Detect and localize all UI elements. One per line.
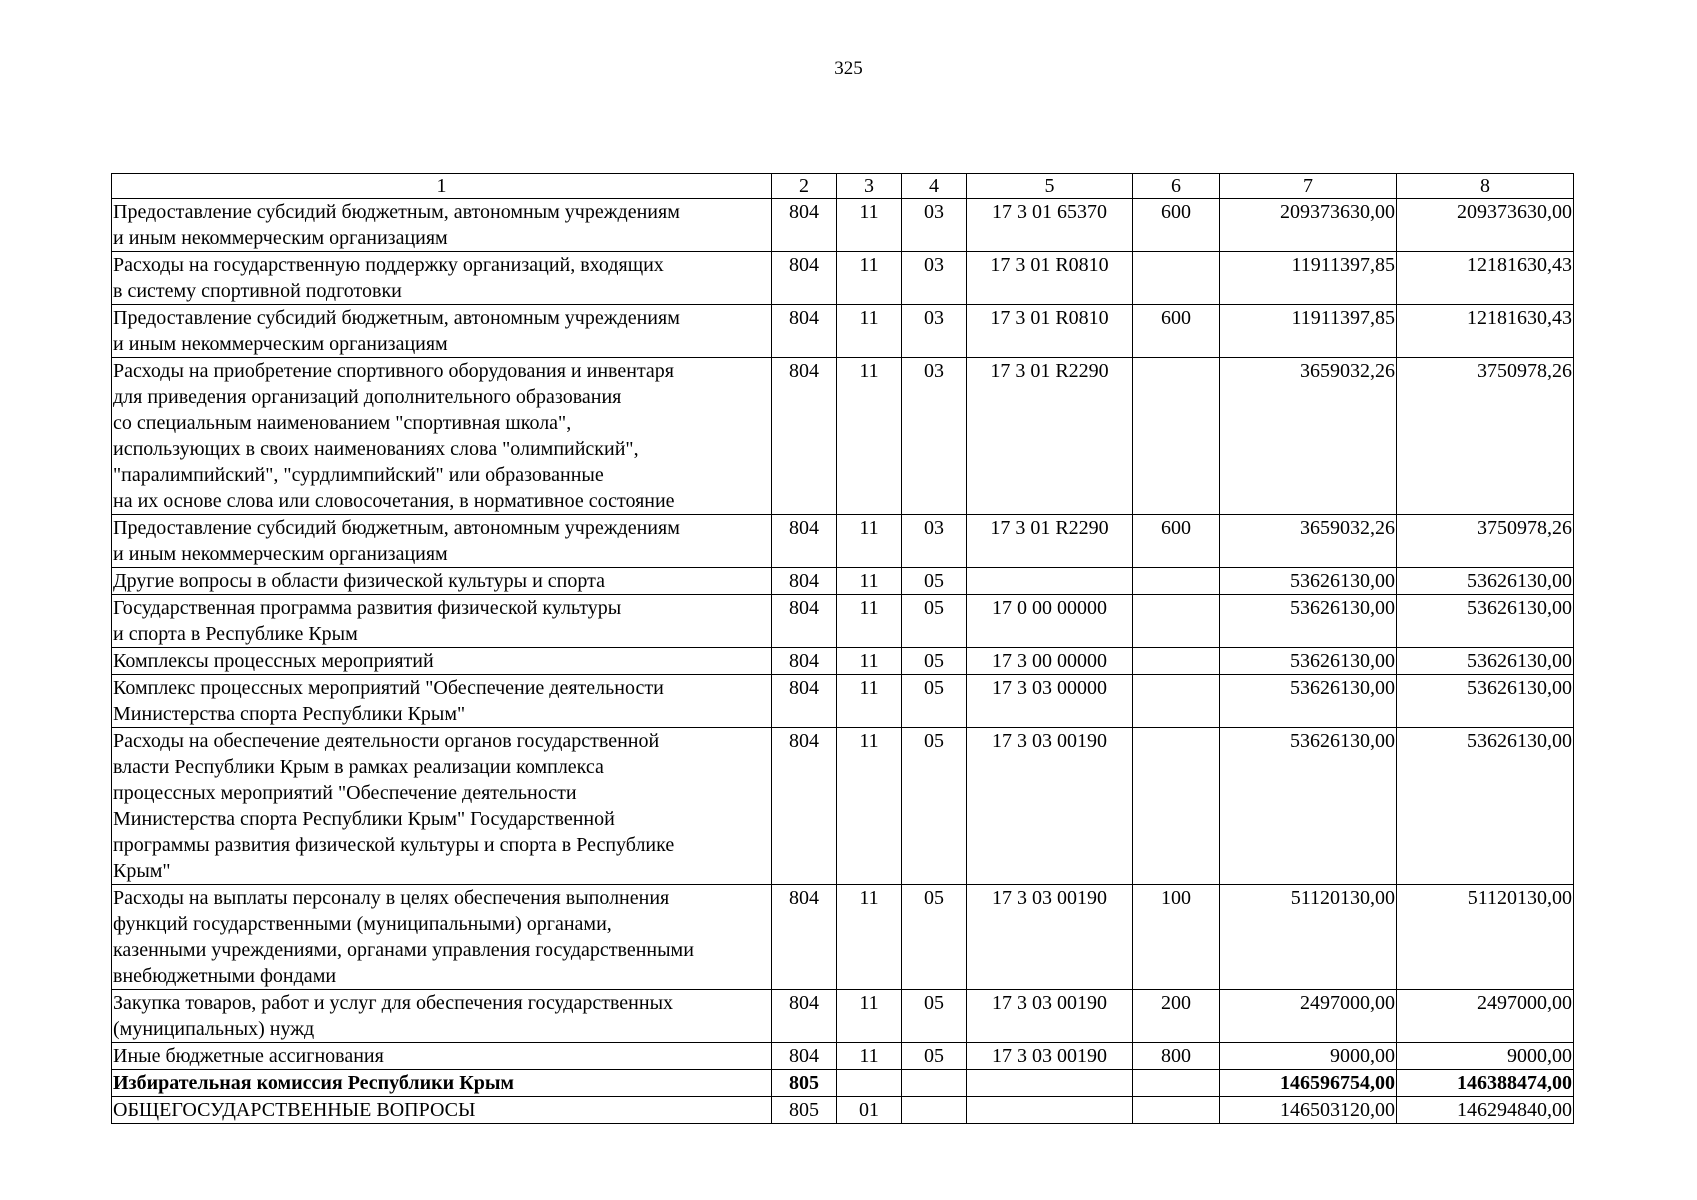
row-amount-year-1: 146503120,00 xyxy=(1220,1097,1397,1124)
row-subsection-code: 03 xyxy=(902,199,967,252)
row-ministry-code: 804 xyxy=(772,358,837,515)
row-amount-year-2: 12181630,43 xyxy=(1397,252,1574,305)
row-expense-type-code: 100 xyxy=(1133,885,1220,990)
header-cell: 4 xyxy=(902,174,967,199)
row-description: Предоставление субсидий бюджетным, автономным учреждениям и иным некоммерческим организациям xyxy=(112,515,772,568)
header-cell: 3 xyxy=(837,174,902,199)
table-row xyxy=(112,990,1574,1043)
row-amount-year-2: 3750978,26 xyxy=(1397,515,1574,568)
table-row xyxy=(112,252,1574,305)
row-section-code: 01 xyxy=(837,1097,902,1124)
row-ministry-code: 804 xyxy=(772,515,837,568)
row-amount-year-1: 11911397,85 xyxy=(1220,305,1397,358)
row-expense-type-code: 600 xyxy=(1133,199,1220,252)
row-expense-type-code xyxy=(1133,675,1220,728)
row-subsection-code: 05 xyxy=(902,1043,967,1070)
row-amount-year-1: 53626130,00 xyxy=(1220,648,1397,675)
row-target-article-code xyxy=(967,1070,1133,1097)
row-description: Расходы на государственную поддержку организаций, входящих в систему спортивной подготовки xyxy=(112,252,772,305)
row-amount-year-1: 53626130,00 xyxy=(1220,595,1397,648)
row-ministry-code: 804 xyxy=(772,728,837,885)
row-subsection-code: 05 xyxy=(902,990,967,1043)
row-subsection-code: 05 xyxy=(902,648,967,675)
row-ministry-code: 804 xyxy=(772,199,837,252)
row-section-code: 11 xyxy=(837,885,902,990)
row-amount-year-1: 11911397,85 xyxy=(1220,252,1397,305)
row-section-code: 11 xyxy=(837,568,902,595)
row-description: Избирательная комиссия Республики Крым xyxy=(112,1070,772,1097)
row-description: ОБЩЕГОСУДАРСТВЕННЫЕ ВОПРОСЫ xyxy=(112,1097,772,1124)
row-subsection-code: 03 xyxy=(902,358,967,515)
row-target-article-code: 17 3 03 00000 xyxy=(967,675,1133,728)
row-description: Расходы на обеспечение деятельности органов государственной власти Республики Крым в рамках реализации комплекса процессных мероприятий "Обеспечение деятельности Министерства спорта Республики Крым" Государственной программы развития физической культуры и спорта в Республике Крым" xyxy=(112,728,772,885)
row-amount-year-1: 53626130,00 xyxy=(1220,568,1397,595)
table-row xyxy=(112,885,1574,990)
table-row xyxy=(112,1043,1574,1070)
row-ministry-code: 804 xyxy=(772,675,837,728)
table-row xyxy=(112,728,1574,885)
row-expense-type-code xyxy=(1133,595,1220,648)
row-amount-year-2: 53626130,00 xyxy=(1397,728,1574,885)
row-section-code: 11 xyxy=(837,1043,902,1070)
table-body xyxy=(112,174,1574,1124)
row-subsection-code: 05 xyxy=(902,675,967,728)
row-expense-type-code xyxy=(1133,1070,1220,1097)
row-description: Государственная программа развития физической культуры и спорта в Республике Крым xyxy=(112,595,772,648)
row-description: Расходы на выплаты персоналу в целях обеспечения выполнения функций государственными (муниципальными) органами, казенными учреждениями, органами управления государственными внебюджетными фондами xyxy=(112,885,772,990)
row-section-code: 11 xyxy=(837,728,902,885)
row-ministry-code: 804 xyxy=(772,305,837,358)
table-row xyxy=(112,648,1574,675)
row-ministry-code: 804 xyxy=(772,648,837,675)
row-amount-year-1: 51120130,00 xyxy=(1220,885,1397,990)
row-expense-type-code: 600 xyxy=(1133,305,1220,358)
row-subsection-code: 05 xyxy=(902,728,967,885)
row-subsection-code: 05 xyxy=(902,595,967,648)
row-description: Комплексы процессных мероприятий xyxy=(112,648,772,675)
table-row xyxy=(112,595,1574,648)
row-amount-year-2: 3750978,26 xyxy=(1397,358,1574,515)
row-expense-type-code: 600 xyxy=(1133,515,1220,568)
row-amount-year-2: 53626130,00 xyxy=(1397,675,1574,728)
row-target-article-code xyxy=(967,568,1133,595)
row-target-article-code: 17 3 03 00190 xyxy=(967,990,1133,1043)
row-description: Другие вопросы в области физической культуры и спорта xyxy=(112,568,772,595)
row-amount-year-2: 146294840,00 xyxy=(1397,1097,1574,1124)
row-description: Комплекс процессных мероприятий "Обеспечение деятельности Министерства спорта Республики Крым" xyxy=(112,675,772,728)
row-amount-year-1: 53626130,00 xyxy=(1220,675,1397,728)
row-amount-year-2: 53626130,00 xyxy=(1397,595,1574,648)
row-ministry-code: 804 xyxy=(772,568,837,595)
row-target-article-code: 17 3 00 00000 xyxy=(967,648,1133,675)
row-amount-year-1: 3659032,26 xyxy=(1220,515,1397,568)
header-cell: 7 xyxy=(1220,174,1397,199)
row-target-article-code: 17 3 01 R0810 xyxy=(967,305,1133,358)
table-row xyxy=(112,675,1574,728)
row-expense-type-code xyxy=(1133,1097,1220,1124)
header-row xyxy=(112,174,1574,199)
row-expense-type-code xyxy=(1133,252,1220,305)
row-section-code: 11 xyxy=(837,675,902,728)
row-ministry-code: 804 xyxy=(772,595,837,648)
table-row xyxy=(112,305,1574,358)
row-amount-year-2: 51120130,00 xyxy=(1397,885,1574,990)
row-section-code: 11 xyxy=(837,595,902,648)
row-amount-year-1: 3659032,26 xyxy=(1220,358,1397,515)
row-description: Закупка товаров, работ и услуг для обеспечения государственных (муниципальных) нужд xyxy=(112,990,772,1043)
row-ministry-code: 804 xyxy=(772,1043,837,1070)
header-cell: 8 xyxy=(1397,174,1574,199)
row-section-code: 11 xyxy=(837,515,902,568)
row-target-article-code xyxy=(967,1097,1133,1124)
header-cell: 2 xyxy=(772,174,837,199)
row-amount-year-2: 12181630,43 xyxy=(1397,305,1574,358)
row-section-code: 11 xyxy=(837,252,902,305)
row-amount-year-2: 209373630,00 xyxy=(1397,199,1574,252)
row-section-code xyxy=(837,1070,902,1097)
row-expense-type-code xyxy=(1133,358,1220,515)
row-section-code: 11 xyxy=(837,199,902,252)
table-row xyxy=(112,199,1574,252)
row-amount-year-2: 9000,00 xyxy=(1397,1043,1574,1070)
row-description: Предоставление субсидий бюджетным, автономным учреждениям и иным некоммерческим организациям xyxy=(112,305,772,358)
row-section-code: 11 xyxy=(837,990,902,1043)
row-target-article-code: 17 3 03 00190 xyxy=(967,728,1133,885)
page-number: 325 xyxy=(834,58,863,79)
row-expense-type-code: 800 xyxy=(1133,1043,1220,1070)
row-section-code: 11 xyxy=(837,305,902,358)
row-subsection-code xyxy=(902,1097,967,1124)
row-expense-type-code xyxy=(1133,648,1220,675)
row-expense-type-code: 200 xyxy=(1133,990,1220,1043)
row-target-article-code: 17 3 03 00190 xyxy=(967,885,1133,990)
row-target-article-code: 17 3 01 65370 xyxy=(967,199,1133,252)
row-amount-year-2: 146388474,00 xyxy=(1397,1070,1574,1097)
row-subsection-code: 05 xyxy=(902,568,967,595)
table-row xyxy=(112,515,1574,568)
table-row xyxy=(112,1097,1574,1124)
table-row xyxy=(112,568,1574,595)
row-target-article-code: 17 3 03 00190 xyxy=(967,1043,1133,1070)
row-subsection-code xyxy=(902,1070,967,1097)
header-cell: 6 xyxy=(1133,174,1220,199)
budget-table xyxy=(111,173,1574,1124)
row-ministry-code: 805 xyxy=(772,1097,837,1124)
row-target-article-code: 17 3 01 R2290 xyxy=(967,358,1133,515)
row-expense-type-code xyxy=(1133,568,1220,595)
row-ministry-code: 804 xyxy=(772,990,837,1043)
row-ministry-code: 804 xyxy=(772,885,837,990)
row-target-article-code: 17 3 01 R0810 xyxy=(967,252,1133,305)
row-amount-year-2: 53626130,00 xyxy=(1397,648,1574,675)
row-amount-year-1: 9000,00 xyxy=(1220,1043,1397,1070)
row-amount-year-1: 146596754,00 xyxy=(1220,1070,1397,1097)
row-target-article-code: 17 3 01 R2290 xyxy=(967,515,1133,568)
header-cell: 1 xyxy=(112,174,772,199)
row-amount-year-2: 2497000,00 xyxy=(1397,990,1574,1043)
row-section-code: 11 xyxy=(837,358,902,515)
row-ministry-code: 804 xyxy=(772,252,837,305)
row-description: Предоставление субсидий бюджетным, автономным учреждениям и иным некоммерческим организациям xyxy=(112,199,772,252)
table-row xyxy=(112,358,1574,515)
row-amount-year-1: 53626130,00 xyxy=(1220,728,1397,885)
row-subsection-code: 03 xyxy=(902,252,967,305)
header-cell: 5 xyxy=(967,174,1133,199)
row-subsection-code: 03 xyxy=(902,515,967,568)
row-target-article-code: 17 0 00 00000 xyxy=(967,595,1133,648)
table-row xyxy=(112,1070,1574,1097)
row-section-code: 11 xyxy=(837,648,902,675)
row-amount-year-1: 2497000,00 xyxy=(1220,990,1397,1043)
row-description: Иные бюджетные ассигнования xyxy=(112,1043,772,1070)
row-subsection-code: 05 xyxy=(902,885,967,990)
row-expense-type-code xyxy=(1133,728,1220,885)
row-description: Расходы на приобретение спортивного оборудования и инвентаря для приведения организаций дополнительного образования со специальным наименованием "спортивная школа", использующих в своих наименованиях слова "олимпийский", "паралимпийский", "сурдлимпийский" или образованные на их основе слова или словосочетания, в нормативное состояние xyxy=(112,358,772,515)
row-amount-year-2: 53626130,00 xyxy=(1397,568,1574,595)
row-amount-year-1: 209373630,00 xyxy=(1220,199,1397,252)
row-subsection-code: 03 xyxy=(902,305,967,358)
row-ministry-code: 805 xyxy=(772,1070,837,1097)
